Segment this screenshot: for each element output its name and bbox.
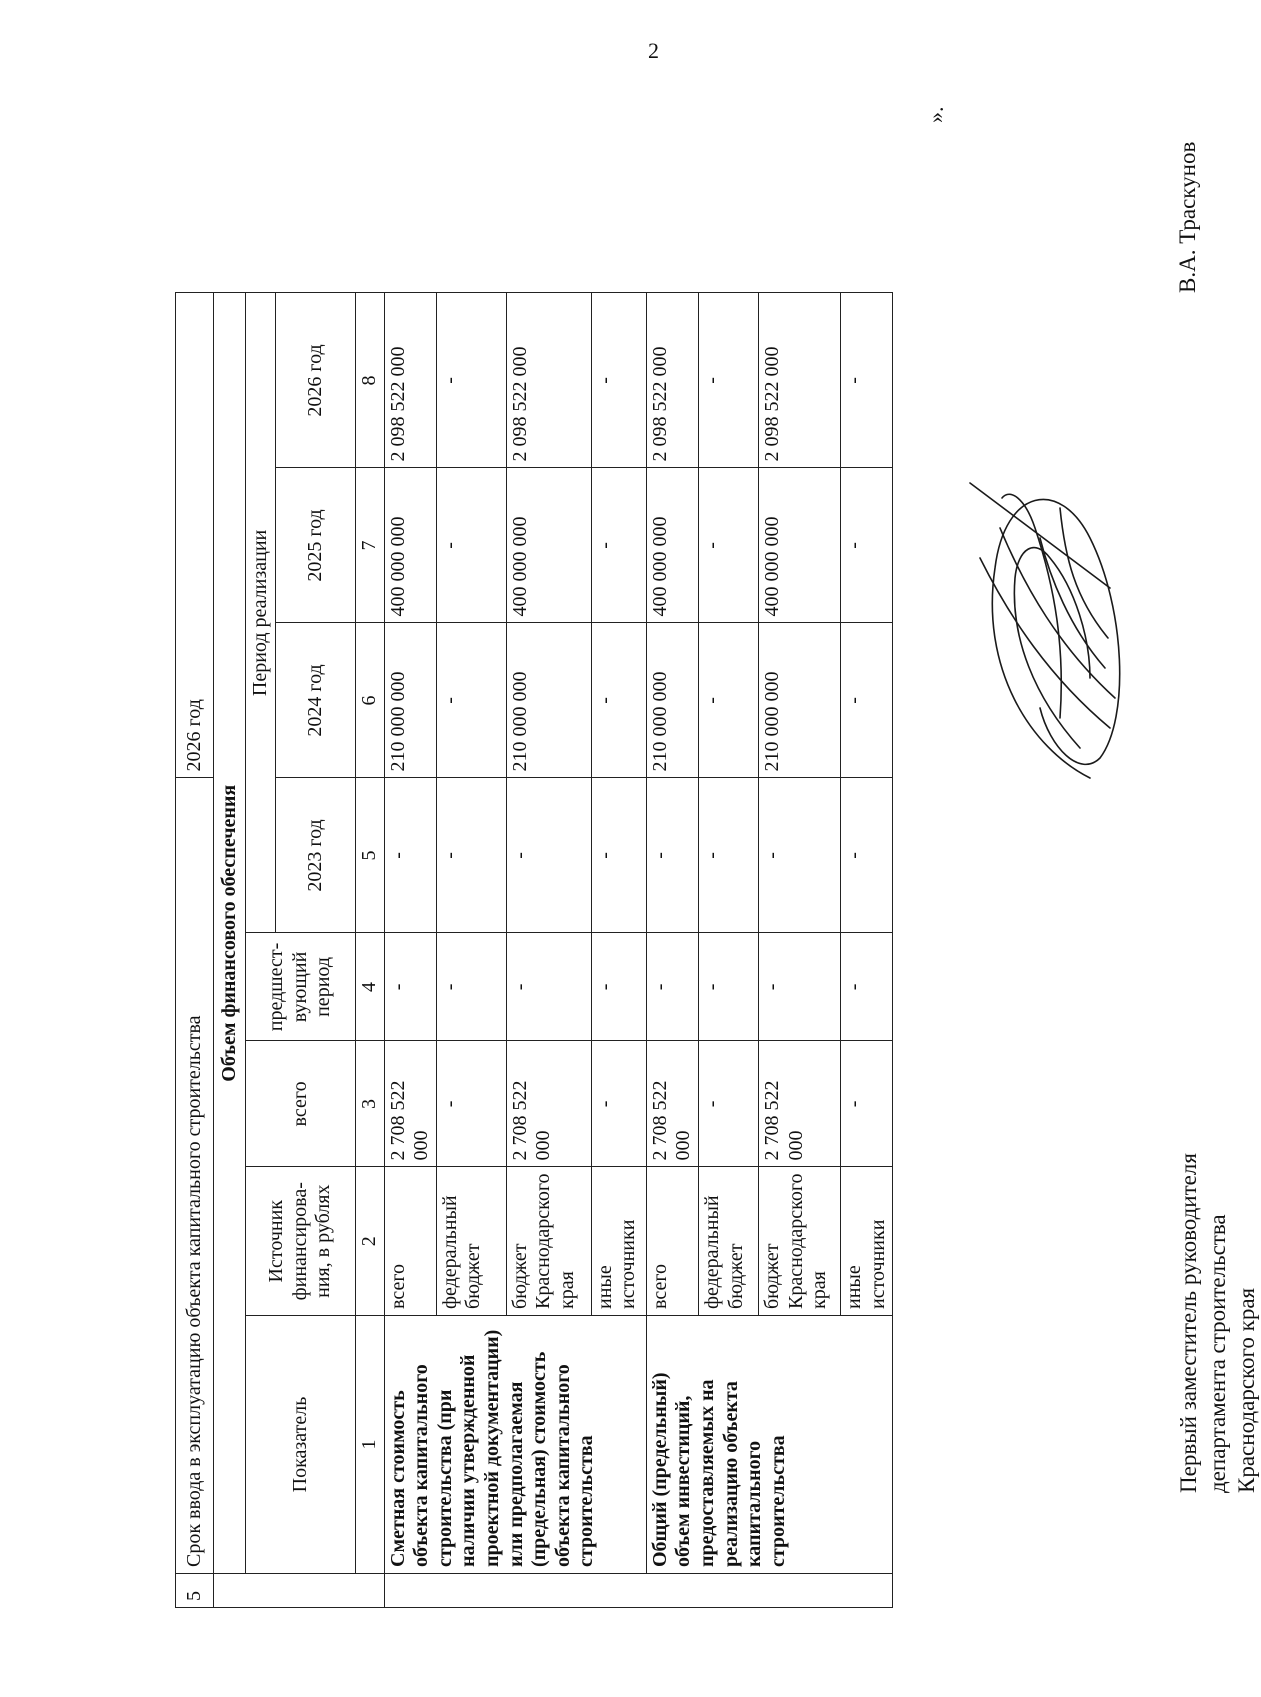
col-number: 6 (356, 623, 385, 778)
value-cell: - (758, 778, 840, 933)
value-cell: 210 000 000 (384, 623, 436, 778)
value-cell: - (436, 1041, 506, 1167)
value-cell: - (436, 293, 506, 468)
source-cell: федеральный бюджет (436, 1167, 506, 1316)
col-number: 2 (356, 1167, 385, 1316)
col-number: 8 (356, 293, 385, 468)
source-cell: федеральный бюджет (698, 1167, 758, 1316)
row5-label: Срок ввода в эксплуатацию объекта капитального строительства (176, 778, 214, 1574)
position-line: Первый заместитель руководителя (1176, 1153, 1201, 1493)
value-cell: 2 708 522 000 (646, 1041, 698, 1167)
value-cell: - (591, 468, 646, 623)
value-cell: 2 098 522 000 (646, 293, 698, 468)
closing-quote-mark: ». (923, 106, 948, 123)
value-cell: - (698, 933, 758, 1041)
header-total: всего (246, 1041, 356, 1167)
value-cell: - (840, 933, 892, 1041)
source-cell: иные источники (591, 1167, 646, 1316)
value-cell: - (840, 778, 892, 933)
signatory-name: В.А. Траскунов (1175, 141, 1200, 293)
financing-table (175, 292, 893, 1608)
value-cell: - (436, 778, 506, 933)
value-cell: 2 708 522 000 (384, 1041, 436, 1167)
value-cell: - (591, 778, 646, 933)
value-cell: - (436, 933, 506, 1041)
value-cell: - (758, 933, 840, 1041)
signatory-position (1175, 1153, 1261, 1493)
header-row-1 (246, 293, 276, 1608)
value-cell: 400 000 000 (758, 468, 840, 623)
indicator-estimated-cost: Сметная стоимость объекта капитального строительства (при наличии утвержденной проектной документации) или предполагаемая (предельная) стоимость объекта капитального строительства (384, 1316, 646, 1574)
value-cell: - (384, 933, 436, 1041)
header-year-2023: 2023 год (276, 778, 356, 933)
row5-value: 2026 год (176, 293, 214, 778)
value-cell: - (591, 623, 646, 778)
value-cell: 210 000 000 (758, 623, 840, 778)
header-period: Период реализации (246, 293, 276, 933)
position-line: Краснодарского края (1233, 1287, 1259, 1493)
header-source: Источник финансирова-ния, в рублях (246, 1167, 356, 1316)
value-cell: - (840, 623, 892, 778)
value-cell: - (436, 468, 506, 623)
value-cell: - (698, 1041, 758, 1167)
value-cell: 2 098 522 000 (758, 293, 840, 468)
table-row (384, 293, 436, 1608)
handwritten-signature (940, 468, 1140, 788)
source-cell: всего (384, 1167, 436, 1316)
value-cell: 210 000 000 (646, 623, 698, 778)
value-cell: 2 098 522 000 (384, 293, 436, 468)
page-number: 2 (648, 38, 659, 63)
value-cell: 400 000 000 (646, 468, 698, 623)
value-cell: - (591, 1041, 646, 1167)
col-number: 1 (356, 1316, 385, 1574)
section-title: Объем финансового обеспечения (214, 293, 246, 1574)
col-number: 3 (356, 1041, 385, 1167)
value-cell: - (698, 623, 758, 778)
row-commissioning (176, 293, 214, 1608)
section-title-row (214, 293, 246, 1608)
indicator-investment-volume: Общий (предельный) объем инвестиций, предоставляемых на реализацию объекта капитального строительства (646, 1316, 892, 1574)
value-cell: 400 000 000 (506, 468, 591, 623)
value-cell: 2 708 522 000 (506, 1041, 591, 1167)
row5-number: 5 (176, 1574, 214, 1608)
value-cell: - (506, 933, 591, 1041)
header-year-2026: 2026 год (276, 293, 356, 468)
value-cell: 400 000 000 (384, 468, 436, 623)
value-cell: - (384, 778, 436, 933)
value-cell: - (840, 293, 892, 468)
value-cell: - (698, 468, 758, 623)
value-cell: - (698, 293, 758, 468)
rotated-content (175, 98, 1259, 1608)
table-row (646, 293, 698, 1608)
col-number: 4 (356, 933, 385, 1041)
value-cell: 2 098 522 000 (506, 293, 591, 468)
header-year-2024: 2024 год (276, 623, 356, 778)
value-cell: - (840, 468, 892, 623)
source-cell: иные источники (840, 1167, 892, 1316)
header-previous: предшест-вующий период (246, 933, 356, 1041)
value-cell: - (591, 293, 646, 468)
value-cell: - (840, 1041, 892, 1167)
value-cell: - (646, 778, 698, 933)
value-cell: 2 708 522 000 (758, 1041, 840, 1167)
value-cell: - (698, 778, 758, 933)
header-indicator: Показатель (246, 1316, 356, 1574)
col-number: 5 (356, 778, 385, 933)
value-cell: 210 000 000 (506, 623, 591, 778)
header-year-2025: 2025 год (276, 468, 356, 623)
value-cell: - (646, 933, 698, 1041)
col-number: 7 (356, 468, 385, 623)
value-cell: - (591, 933, 646, 1041)
position-line: департамента строительства (1204, 1214, 1230, 1493)
source-cell: бюджет Краснодарского края (758, 1167, 840, 1316)
source-cell: всего (646, 1167, 698, 1316)
column-number-row (356, 293, 385, 1608)
source-cell: бюджет Краснодарского края (506, 1167, 591, 1316)
value-cell: - (436, 623, 506, 778)
value-cell: - (506, 778, 591, 933)
